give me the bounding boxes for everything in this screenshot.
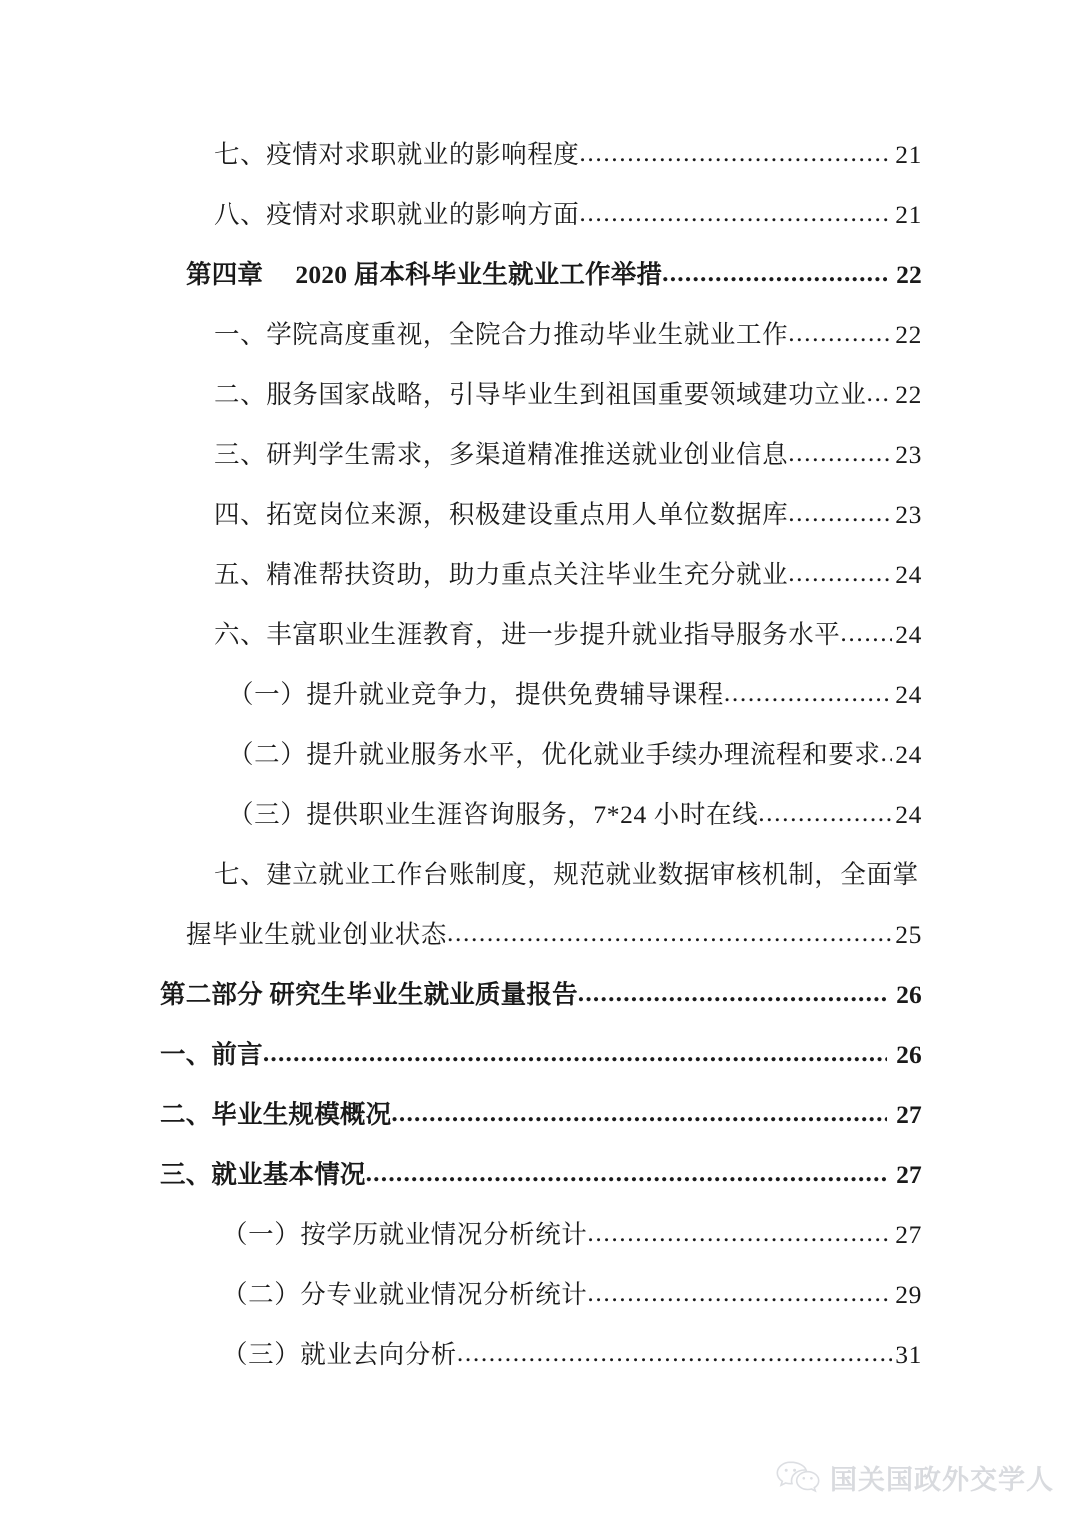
toc-entry[interactable] [0, 905, 1080, 965]
toc-entry[interactable] [0, 425, 1080, 485]
toc-leader-dots [867, 363, 893, 423]
toc-entry-title: 六、丰富职业生涯教育，进一步提升就业指导服务水平 [214, 620, 841, 649]
toc-leader-dots [578, 963, 887, 1023]
toc-entry-title: 二、毕业生规模概况 [160, 1100, 392, 1129]
toc-page-number: 27 [896, 1100, 922, 1129]
toc-page-number: 24 [895, 620, 922, 649]
toc-entry-title: （三）提供职业生涯咨询服务，7*24 小时在线 [228, 800, 759, 829]
toc-leader-dots [457, 1323, 892, 1383]
toc-page-number: 25 [895, 920, 922, 949]
toc-entry-title: （一）按学历就业情况分析统计 [222, 1220, 588, 1249]
toc-entry[interactable] [0, 725, 1080, 785]
toc-entry[interactable] [0, 845, 1080, 905]
toc-page-number: 27 [895, 1220, 922, 1249]
toc-page-number: 22 [895, 380, 922, 409]
toc-entry[interactable] [0, 185, 1080, 245]
toc-entry-title: 一、前言 [160, 1040, 263, 1069]
footer-watermark [775, 1458, 1054, 1497]
table-of-contents [0, 125, 1080, 1385]
toc-page-number: 31 [895, 1340, 922, 1369]
toc-leader-dots [758, 783, 892, 843]
toc-page-number: 26 [896, 980, 922, 1009]
toc-entry[interactable] [0, 125, 1080, 185]
toc-leader-dots [579, 123, 892, 183]
toc-leader-dots [391, 1083, 887, 1143]
toc-entry-title: 五、精准帮扶资助，助力重点关注毕业生充分就业 [214, 560, 789, 589]
toc-entry[interactable] [0, 1205, 1080, 1265]
toc-entry-title: 八、疫情对求职就业的影响方面 [214, 200, 580, 229]
watermark-label: 国关国政外交学人 [830, 1465, 1054, 1495]
toc-entry-title: （一）提升就业竞争力，提供免费辅导课程 [228, 680, 724, 709]
toc-leader-dots [724, 663, 892, 723]
toc-page-number: 24 [895, 800, 922, 829]
toc-page-number: 24 [895, 560, 922, 589]
toc-entry[interactable] [0, 305, 1080, 365]
toc-entry[interactable] [0, 545, 1080, 605]
toc-page-number: 24 [895, 740, 922, 769]
toc-leader-dots [788, 303, 892, 363]
toc-entry-title: 二、服务国家战略，引导毕业生到祖国重要领域建功立业 [214, 380, 867, 409]
toc-leader-dots [579, 183, 892, 243]
toc-page-number: 23 [895, 500, 922, 529]
toc-leader-dots [587, 1203, 892, 1263]
toc-entry[interactable] [0, 785, 1080, 845]
toc-entry[interactable] [0, 965, 1080, 1025]
toc-leader-dots [788, 483, 892, 543]
toc-leader-dots [662, 243, 887, 303]
toc-page-number: 29 [895, 1280, 922, 1309]
toc-page-number: 21 [895, 140, 922, 169]
toc-entry-title: 握毕业生就业创业状态 [186, 920, 448, 949]
toc-page-number: 24 [895, 680, 922, 709]
toc-entry-title: 四、拓宽岗位来源，积极建设重点用人单位数据库 [214, 500, 789, 529]
toc-entry[interactable] [0, 605, 1080, 665]
wechat-icon [775, 1460, 821, 1496]
toc-leader-dots [366, 1143, 887, 1203]
toc-entry-title: 七、疫情对求职就业的影响程度 [214, 140, 580, 169]
toc-leader-dots [447, 903, 892, 963]
toc-leader-dots [263, 1023, 887, 1083]
toc-entry[interactable] [0, 1145, 1080, 1205]
toc-entry[interactable] [0, 245, 1080, 305]
toc-page-number: 27 [896, 1160, 922, 1189]
toc-entry-title: 第二部分 研究生毕业生就业质量报告 [160, 980, 578, 1009]
toc-leader-dots [881, 723, 893, 783]
toc-entry[interactable] [0, 365, 1080, 425]
toc-entry[interactable] [0, 1085, 1080, 1145]
toc-entry[interactable] [0, 1265, 1080, 1325]
toc-entry-title: （三）就业去向分析 [222, 1340, 457, 1369]
toc-entry[interactable] [0, 485, 1080, 545]
toc-entry-title: （二）提升就业服务水平，优化就业手续办理流程和要求 [228, 740, 881, 769]
toc-leader-dots [587, 1263, 892, 1323]
toc-entry-title: （二）分专业就业情况分析统计 [222, 1280, 588, 1309]
toc-page-number: 22 [896, 260, 922, 289]
toc-page-number: 26 [896, 1040, 922, 1069]
toc-entry-title: 一、学院高度重视，全院合力推动毕业生就业工作 [214, 320, 789, 349]
toc-entry[interactable] [0, 1325, 1080, 1385]
toc-entry-title: 第四章 2020 届本科毕业生就业工作举措 [186, 260, 663, 289]
toc-page-number: 21 [895, 200, 922, 229]
toc-entry-title: 三、研判学生需求，多渠道精准推送就业创业信息 [214, 440, 789, 469]
toc-page-number: 22 [895, 320, 922, 349]
toc-leader-dots [840, 603, 892, 663]
toc-entry[interactable] [0, 665, 1080, 725]
toc-entry[interactable] [0, 1025, 1080, 1085]
toc-page-number: 23 [895, 440, 922, 469]
toc-leader-dots [788, 543, 892, 603]
toc-leader-dots [788, 423, 892, 483]
toc-entry-title: 三、就业基本情况 [160, 1160, 366, 1189]
toc-entry-title: 七、建立就业工作台账制度，规范就业数据审核机制，全面掌 [214, 860, 919, 889]
